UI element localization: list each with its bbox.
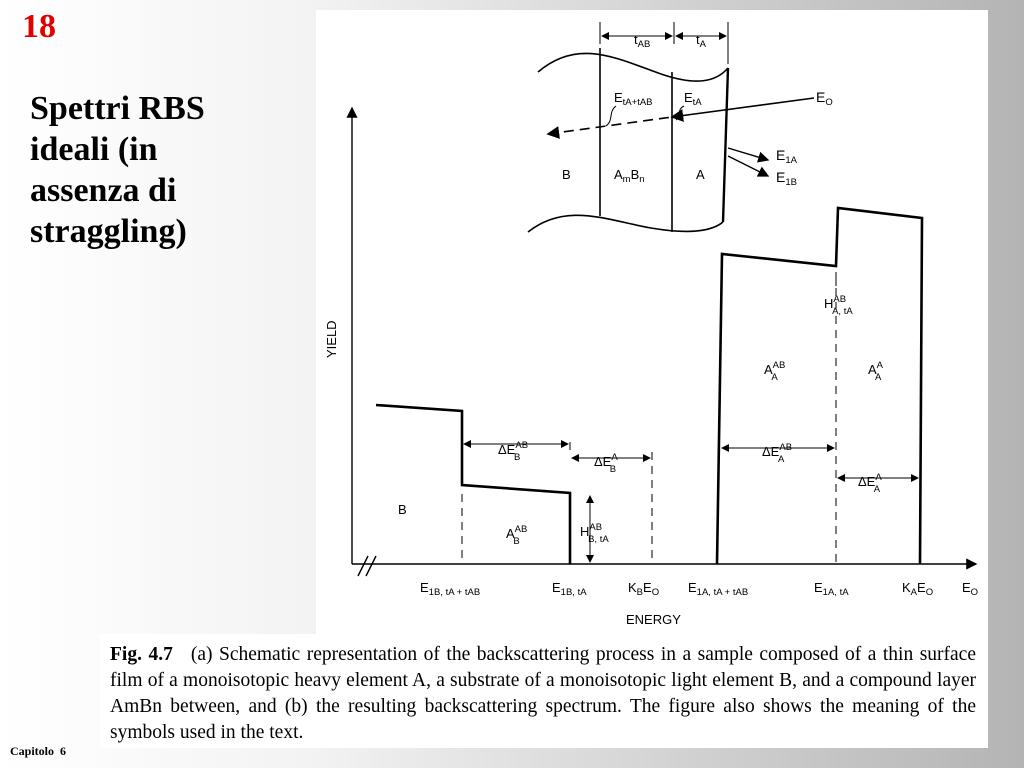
title-line: assenza di	[30, 172, 177, 209]
thickness-ab-label: $t_{AB}$	[634, 32, 651, 50]
layer-ambn-label: $A_mB_n$	[614, 167, 645, 185]
out-a-label: $E_{1A}$	[776, 147, 797, 166]
slide-number: 18	[22, 8, 56, 45]
footer	[10, 744, 72, 759]
title-line: straggling)	[30, 213, 187, 250]
height-a-label: $H^{AB}$ A, tA	[824, 294, 853, 317]
x-tick-label: $E_{1B, tA}$	[552, 580, 587, 598]
layer-b-label: B	[562, 167, 571, 182]
area-b-ab-label: $A^{AB}$ B	[506, 524, 528, 547]
region-b-label: B	[398, 502, 407, 517]
title-line: Spettri RBS	[30, 90, 205, 127]
x-axis-label: ENERGY	[626, 612, 681, 627]
x-tick-label: $E_O$	[962, 580, 979, 598]
sample-front-face	[723, 68, 728, 222]
area-a-a-label: $A^A$ A	[868, 360, 884, 383]
spectrum-curve	[376, 208, 922, 564]
axis-break	[358, 556, 368, 576]
rbs-diagram	[316, 10, 988, 638]
delta-a-a-label: $\Delta E^A$ A	[858, 472, 882, 495]
energy-a-label: $E_{tA}$	[684, 90, 702, 108]
x-tick-label: $E_{1A, tA}$	[814, 580, 849, 598]
energy-ab-label: $E_{tA+tAB}$	[614, 90, 653, 108]
figure-caption	[100, 634, 988, 748]
caption-text: (a) Schematic representation of the backscattering process in a sample composed of a thin surface film of a monoisotopic heavy element A, a substrate of a monoisotopic light element B, and a compound layer AmBn between, and (b) the resulting backscattering spectrum. The figure also shows the meaning of the symbols used in the text.	[110, 644, 976, 743]
area-a-ab-label: $A^{AB}$ A	[764, 360, 786, 383]
layer-a-label: A	[696, 167, 705, 182]
spectrum-axes	[352, 108, 976, 576]
beam-in-label: $E_O$	[816, 89, 833, 108]
x-tick-label: $K_BE_O$	[628, 580, 660, 598]
thickness-a-label: $t_A$	[696, 32, 706, 50]
axis-break	[366, 556, 376, 576]
slide-title	[30, 88, 270, 252]
a-signal	[717, 208, 922, 564]
beam-out-b	[728, 156, 768, 176]
spectrum-labels	[324, 294, 978, 627]
x-tick-label: $E_{1A, tA + tAB}$	[688, 580, 749, 598]
b-signal	[376, 405, 570, 564]
height-b-label: $H^{AB}$ B, tA	[580, 522, 609, 545]
title-line: ideali (in	[30, 131, 158, 168]
x-tick-label: $E_{1B, tA + tAB}$	[420, 580, 481, 598]
out-b-label: $E_{1B}$	[776, 169, 797, 188]
sample-bottom-edge	[528, 215, 723, 232]
caption-paragraph	[110, 642, 976, 746]
energy-ab-pointer	[606, 106, 616, 126]
y-axis-label: YIELD	[324, 320, 339, 358]
rbs-figure	[316, 10, 988, 638]
sample-top-edge	[538, 53, 728, 81]
delta-a-ab-label: $\Delta E^{AB}$ A	[762, 442, 793, 465]
footer-chapter-number: 6	[60, 744, 67, 758]
x-tick-label: $K_AE_O$	[902, 580, 934, 598]
beam-out-a	[728, 148, 768, 160]
caption-label: Fig. 4.7	[110, 644, 173, 665]
delta-b-ab-label: $\Delta E^{AB}$ B	[498, 440, 529, 463]
footer-chapter: Capitolo	[10, 744, 55, 758]
spectrum-guides	[462, 274, 836, 564]
sample-schematic	[528, 22, 814, 232]
energy-a-pointer	[676, 106, 684, 120]
delta-b-a-label: $\Delta E^A$ B	[594, 452, 618, 475]
